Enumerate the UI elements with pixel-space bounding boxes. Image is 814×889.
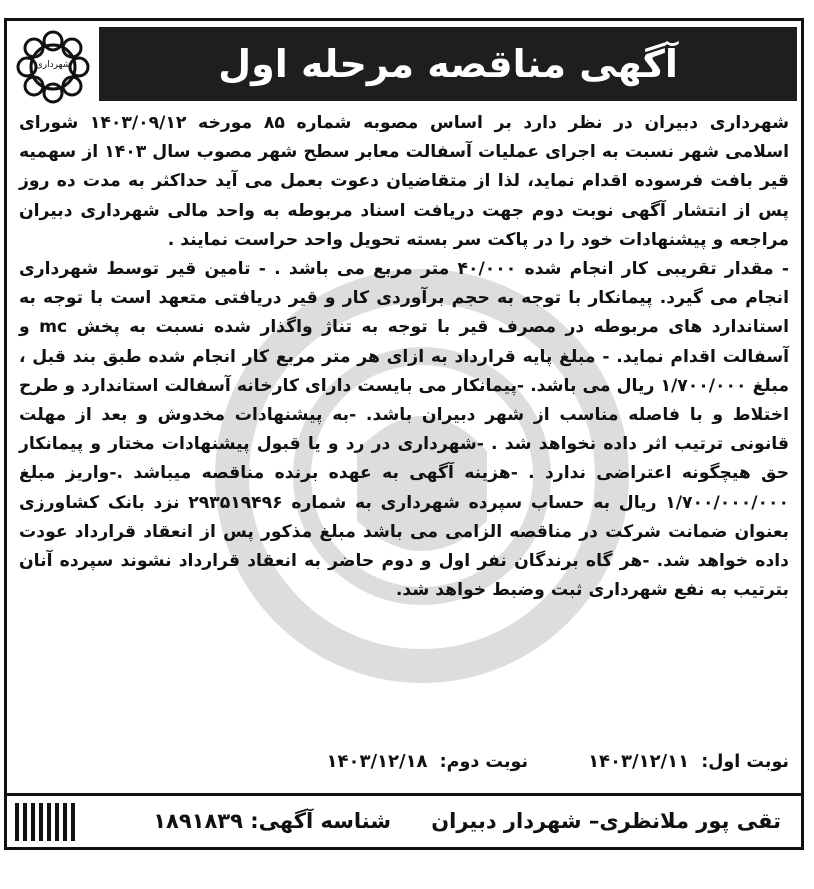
footer-band [7, 793, 801, 846]
notice-frame [4, 18, 804, 850]
notice-id-label: شناسه آگهی: [250, 809, 391, 833]
notice-id [153, 809, 391, 833]
paragraph-2: - مقدار تقریبی کار انجام شده ۴۰/۰۰۰ متر مربع می باشد . - تامین قیر توسط شهرداری انجام می گیرد. پیمانکار با توجه به حجم برآوردی کار و قیر دریافتی متعهد است با توجه به استاندارد های مربوطه در مصرف قیر با توجه به تناژ واگذار شده نسبت به پخش mc و آسفالت اقدام نماید. - مبلغ پایه قرارداد به ازای هر متر مربع کار انجام شده طبق بند قبل ، مبلغ ۱/۷۰۰/۰۰۰ ریال می باشد. -پیمانکار می بایست دارای کارخانه آسفالت استاندارد و طرح اختلاط و با فاصله مناسب از شهر دبیران باشد. -به پیشنهادات مخدوش و بعد از مهلت قانونی ترتیب اثر داده نخواهد شد . -شهرداری در رد و یا قبول پیشنهادات مختار و پیمانکار حق هیچگونه اعتراضی ندارد . -هزینه آگهی به عهده برنده مناقصه میباشد .-واریز مبلغ ۱/۷۰۰/۰۰۰/۰۰۰ ریال به حساب سپرده شهرداری به شماره ۲۹۳۵۱۹۴۹۶ نزد بانک کشاورزی بعنوان ضمانت شرکت در مناقصه الزامی می باشد مبلغ مذکور پس از انعقاد قرارداد عودت داده خواهد شد. -هر گاه برندگان نفر اول و دوم حاضر به انعقاد قرارداد نشوند سپرده آنان بترتیب به نفع شهرداری ثبت وضبط خواهد شد. [19, 259, 789, 601]
title-band [99, 27, 797, 101]
lead-municipality: شهرداری دبیران [644, 113, 789, 133]
second-turn [327, 751, 529, 772]
logo-label: شهرداری [35, 60, 71, 70]
page-title: آگهی مناقصه مرحله اول [218, 42, 678, 86]
paragraph-1 [19, 109, 789, 255]
publication-turns [19, 751, 789, 772]
first-turn-date: ۱۴۰۳/۱۲/۱۱ [588, 751, 690, 772]
barcode-stripes-icon [15, 803, 81, 841]
first-turn [588, 751, 789, 772]
signer-name: تقی پور ملانظری– شهردار دبیران [431, 809, 781, 833]
notice-body [19, 109, 789, 605]
paragraph-1-text: در نظر دارد بر اساس مصوبه شماره ۸۵ مورخه ۱۴۰۳/۰۹/۱۲ شورای اسلامی شهر نسبت به اجرای عملیات آسفالت معابر سطح شهر مصوب سال ۱۴۰۳ از سهمیه قیر بافت فرسوده اقدام نماید، لذا از متقاضیان دعوت بعمل می آید حداکثر به مدت ده روز پس از انتشار آگهی نوبت دوم جهت دریافت اسناد مربوطه به واحد مالی شهرداری دبیران مراجعه و پیشنهادات خود را در پاکت سر بسته تحویل واحد حراست نمایند . [19, 113, 790, 250]
second-turn-date: ۱۴۰۳/۱۲/۱۸ [326, 751, 428, 772]
notice-id-value: ۱۸۹۱۸۳۹ [153, 809, 243, 833]
second-turn-label: نوبت دوم: [439, 752, 529, 772]
municipality-logo [13, 27, 93, 107]
first-turn-label: نوبت اول: [701, 752, 789, 772]
